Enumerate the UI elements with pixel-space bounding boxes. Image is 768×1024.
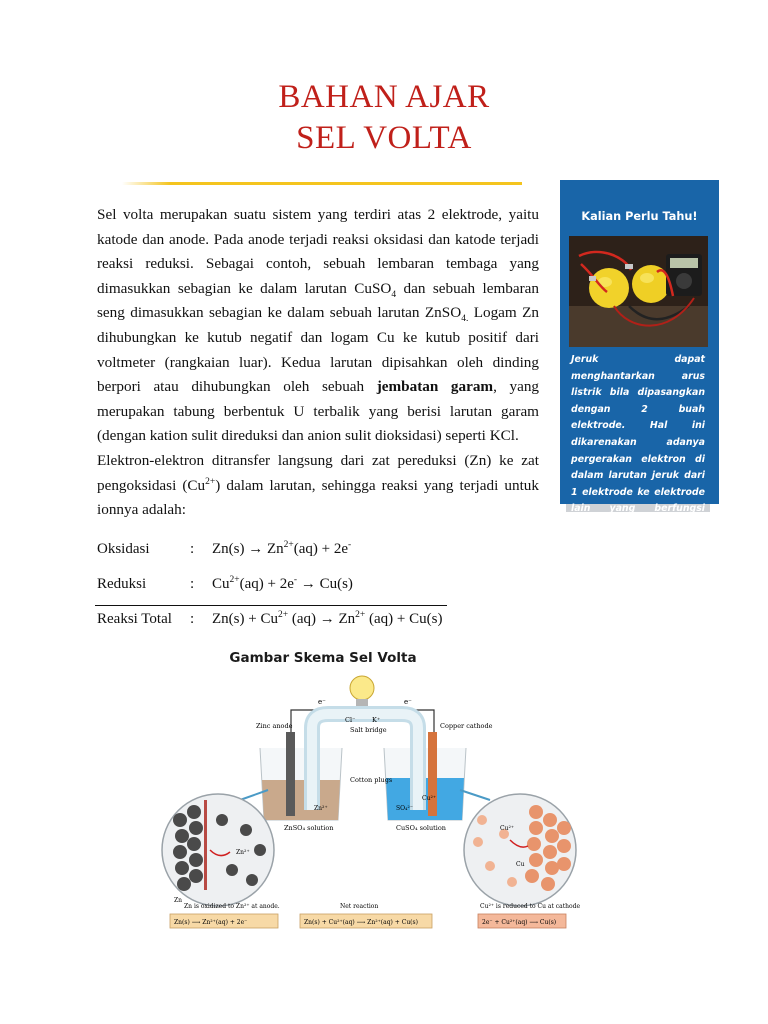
copper-cathode-label: Copper cathode	[440, 722, 493, 730]
equation-divider	[95, 605, 447, 606]
zinc-anode	[286, 732, 295, 816]
net-reaction-box: Zn(s) + Cu²⁺(aq) ⟶ Zn²⁺(aq) + Cu(s)	[304, 919, 418, 926]
cu-reduced-caption: Cu²⁺ is reduced to Cu at cathode.	[480, 903, 580, 910]
cuso4-label: CuSO₄ solution	[396, 824, 446, 832]
zn2-circle-label: Zn²⁺	[236, 849, 250, 856]
equation-oksidasi: Oksidasi : $Zn(s) \to Zn^{2+}(aq) + 2e^-$	[97, 540, 352, 557]
net-reaction-caption: Net reaction	[340, 903, 379, 910]
cu2-circle-label: Cu²⁺	[500, 825, 515, 832]
page-title-line-2: SEL VOLTA	[296, 120, 472, 156]
salt-bridge-term: jembatan garam	[376, 378, 494, 396]
zn-circle-label: Zn	[174, 897, 183, 904]
cathode-zoom-circle	[464, 794, 576, 906]
light-bulb-icon	[350, 676, 374, 707]
electron-right-label: e⁻	[404, 698, 412, 706]
zn2-beaker-label: Zn²⁺	[314, 805, 328, 812]
cl-label: Cl⁻	[345, 716, 356, 724]
salt-bridge-label: Salt bridge	[350, 726, 387, 734]
cu-circle-label: Cu	[516, 861, 525, 868]
anode-zoom-circle	[162, 794, 274, 906]
zn-oxidized-caption: Zn is oxidized to Zn²⁺ at anode.	[184, 903, 280, 910]
paragraph-1: Sel volta merupakan suatu sistem yang terdiri atas 2 elektrode, yaitu katode dan anode. Pada anode terjadi reaksi oksidasi dan katode terjadi reaksi reduksi. Sebagai contoh, sebuah lembaran tembaga yang dimasukkan sebagian ke dalam larutan CuSO$_4$ dan sebuah lembaran seng dimasukkan sebagian ke dalam sebuah larutan ZnSO$_{4.}$ Logam Zn dihubungkan ke kutub negatif dan logam Cu ke kutub positif dari voltmeter (rangkaian luar). Kedua larutan dipisahkan oleh dinding berpori atau dihubungkan oleh sebuah jembatan garam, yang merupakan tabung berbentuk U terbalik yang berisi larutan garam (dengan kation sulit direduksi dan anion sulit dioksidasi) seperti KCl.	[97, 206, 540, 445]
znso4-label: ZnSO₄ solution	[284, 824, 334, 832]
left-beaker	[260, 748, 342, 820]
so4-label: SO₄²⁻	[396, 805, 414, 812]
equation-reduksi: Reduksi : $Cu^{2+}(aq) + 2e^- \to Cu(s)$	[97, 575, 353, 592]
k-label: K⁺	[372, 716, 381, 724]
electron-left-label: e⁻	[318, 698, 326, 706]
orange-battery-photo	[569, 236, 708, 347]
info-sidebar	[560, 180, 719, 548]
cotton-plugs-label: Cotton plugs	[350, 776, 393, 784]
zinc-anode-label: Zinc anode	[256, 722, 293, 730]
page-title-line-1: BAHAN AJAR	[278, 79, 490, 115]
body-text	[97, 203, 539, 523]
title-divider	[122, 182, 522, 185]
sidebar-text: Jeruk dapat menghantarkan arus listrik bila dipasangkan dengan 2 buah elektrode. Hal ini dikarenakan adanya pergerakan elektron di dalam larutan jeruk dari 1 elektrode ke elektrode lain yang berfungsi sebagai anode dan katode.	[571, 354, 705, 548]
figure-title: Gambar Skema Sel Volta	[229, 650, 417, 666]
anode-reaction-box: Zn(s) ⟶ Zn²⁺(aq) + 2e⁻	[174, 919, 248, 926]
cu2-beaker-label: Cu²⁺	[422, 795, 437, 802]
paragraph-2: Elektron-elektron ditransfer langsung dari zat pereduksi (Zn) ke zat pengoksidasi $(Cu^{2+})$ dalam larutan, sehingga reaksi yang terjadi untuk ionnya adalah:	[97, 451, 539, 519]
sidebar-title: Kalian Perlu Tahu!	[581, 210, 698, 223]
equation-total: Reaksi Total : $Zn(s) + Cu^{2+}$ $(aq) \to Zn^{2+}$ (aq) + Cu(s)	[97, 610, 443, 627]
cathode-reaction-box: 2e⁻ + Cu²⁺(aq) ⟶ Cu(s)	[482, 919, 557, 926]
copper-cathode	[428, 732, 437, 816]
voltaic-cell-diagram	[160, 670, 580, 935]
